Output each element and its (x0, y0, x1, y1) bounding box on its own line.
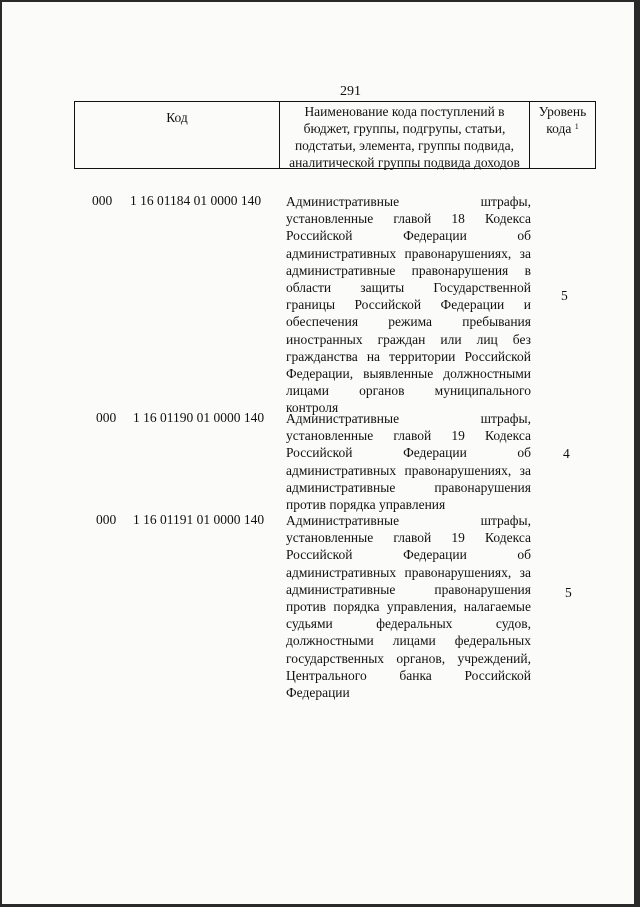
header-name-line: аналитической группы подвида доходов (289, 155, 520, 170)
description-line: Российской Федерации об (286, 547, 531, 563)
description-line: границы Российской Федерации и (286, 297, 531, 313)
class-code: 000 (96, 512, 117, 527)
description-line: Федерации, выявленные должностными (286, 366, 531, 382)
header-name-line: подстатьи, элемента, группы подвида, (294, 138, 515, 153)
description-line: установленные главой 19 Кодекса (286, 428, 531, 444)
header-level-sub-text: кода (546, 121, 572, 136)
header-level-title: Уровень (538, 104, 587, 119)
description-line: государственных органов, учреждений, (286, 650, 531, 666)
description-line: Федерации (286, 685, 350, 701)
description-line: установленные главой 18 Кодекса (286, 211, 531, 227)
description-line: административных правонарушениях, за (286, 245, 531, 261)
revenue-code: 1 16 01190 01 0000 140 (133, 410, 265, 425)
class-code: 000 (96, 410, 117, 425)
row-description (286, 410, 531, 513)
description-line: Центрального банка Российской (286, 667, 531, 683)
description-line: Административные штрафы, (286, 513, 531, 528)
description-line: лицами органов муниципального (286, 383, 531, 399)
description-line: иностранных граждан или лиц без (286, 331, 531, 347)
description-line: должностными лицами федеральных (286, 633, 531, 649)
description-line: против порядка управления (286, 497, 446, 513)
code-level: 5 (561, 288, 568, 303)
description-line: судьями федеральных судов, (286, 616, 531, 632)
revenue-code: 1 16 01184 01 0000 140 (130, 193, 262, 208)
description-line: обеспечения режима пребывания (286, 314, 531, 330)
description-line: установленные главой 19 Кодекса (286, 530, 531, 546)
description-line: гражданства на территории Российской (286, 348, 531, 364)
footnote-marker: 1 (574, 122, 579, 131)
header-name-line: Наименование кода поступлений в (304, 104, 505, 119)
row-description (286, 193, 531, 417)
header-code: Код (75, 102, 280, 168)
header-level-sub (530, 120, 595, 137)
class-code: 000 (92, 193, 113, 208)
page-number: 291 (340, 84, 361, 99)
code-level: 4 (563, 446, 570, 461)
description-line: Административные штрафы, (286, 411, 531, 426)
header-level (530, 102, 595, 168)
description-line: Российской Федерации об (286, 228, 531, 244)
document-page (2, 2, 634, 904)
description-line: контроля (286, 400, 339, 416)
description-line: административных правонарушениях, за (286, 564, 531, 580)
description-line: административные правонарушения в (286, 262, 531, 278)
description-line: административных правонарушениях, за (286, 462, 531, 478)
header-name (280, 102, 530, 168)
description-line: административные правонарушения (286, 581, 531, 597)
table-header (74, 101, 596, 169)
header-name-line: бюджет, группы, подгрупы, статьи, (303, 121, 506, 136)
description-line: области защиты Государственной (286, 280, 531, 296)
row-description (286, 512, 531, 701)
description-line: административные правонарушения (286, 479, 531, 495)
revenue-code: 1 16 01191 01 0000 140 (133, 512, 265, 527)
code-level: 5 (565, 585, 572, 600)
description-line: против порядка управления, налагаемые (286, 599, 531, 615)
description-line: Российской Федерации об (286, 445, 531, 461)
description-line: Административные штрафы, (286, 194, 531, 209)
